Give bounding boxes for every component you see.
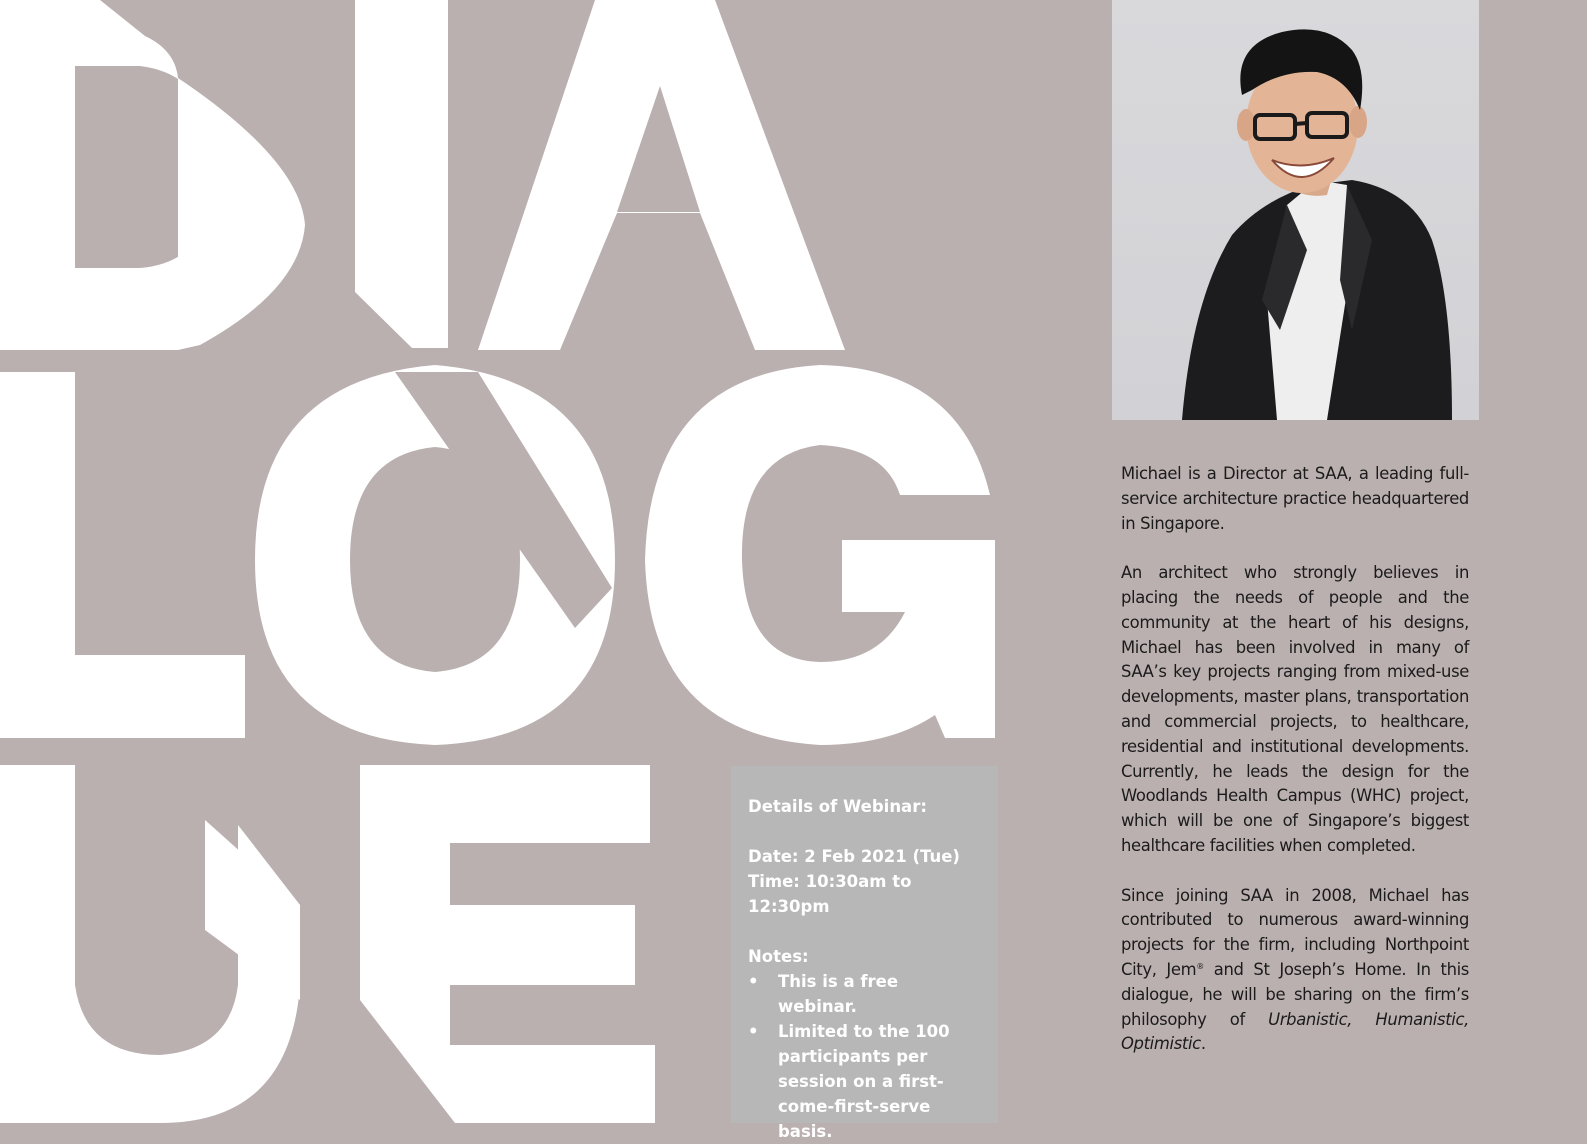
- portrait-photo: [1112, 0, 1479, 420]
- letter-g: [645, 365, 995, 745]
- bio-paragraph-2: An architect who strongly believes in placing the needs of people and the community at the heart of his designs, Michael has been involved in many of SAA’s key projects ranging from mixed-use developments, master plans, transportation and commercial projects, to healthcare, residential and institutional developments. Currently, he leads the design for the Woodlands Health Campus (WHC) project, which will be one of Singapore’s biggest healthcare facilities when completed.: [1121, 563, 1469, 855]
- note-item: [748, 1019, 978, 1144]
- notes-list: [748, 969, 998, 1144]
- bio-paragraph-3: [1121, 884, 1469, 1058]
- details-heading: Details of Webinar:: [748, 797, 927, 816]
- letter-l: [0, 372, 245, 738]
- letter-i: [355, 0, 448, 348]
- note-text: This is a free webinar.: [778, 972, 899, 1016]
- note-text: Limited to the 100 participants per session on a first-come-first-serve basis.: [778, 1022, 950, 1141]
- notes-heading: Notes:: [748, 947, 809, 966]
- bullet-icon: •: [748, 1022, 759, 1041]
- registered-mark: ®: [1196, 961, 1204, 971]
- letter-a: [478, 0, 845, 350]
- portrait-illustration: [1112, 0, 1479, 420]
- bio-p3-end: .: [1200, 1034, 1206, 1054]
- philosophy-text: Urbanistic, Humanistic, Optimistic: [1121, 1009, 1469, 1054]
- bio-p3-middle: and St Joseph’s Home. In this dialogue, he will be sharing on the firm’s philosophy of: [1121, 959, 1470, 1029]
- bullet-icon: •: [748, 972, 759, 991]
- bio-p3-start: Since joining SAA in 2008, Michael has contributed to numerous award-winning projects for the firm, including Northpoint City, Jem: [1121, 885, 1469, 979]
- webinar-date: Date: 2 Feb 2021 (Tue): [748, 847, 960, 866]
- bio-paragraph-1: Michael is a Director at SAA, a leading full-service architecture practice headquartered in Singapore.: [1121, 464, 1469, 533]
- letter-d-tail: [178, 78, 305, 350]
- letter-e: [360, 765, 655, 1123]
- speaker-bio: [1121, 462, 1469, 1082]
- webinar-details-panel: [731, 766, 998, 1141]
- note-item: [748, 969, 978, 1019]
- webinar-time: Time: 10:30am to 12:30pm: [748, 872, 912, 916]
